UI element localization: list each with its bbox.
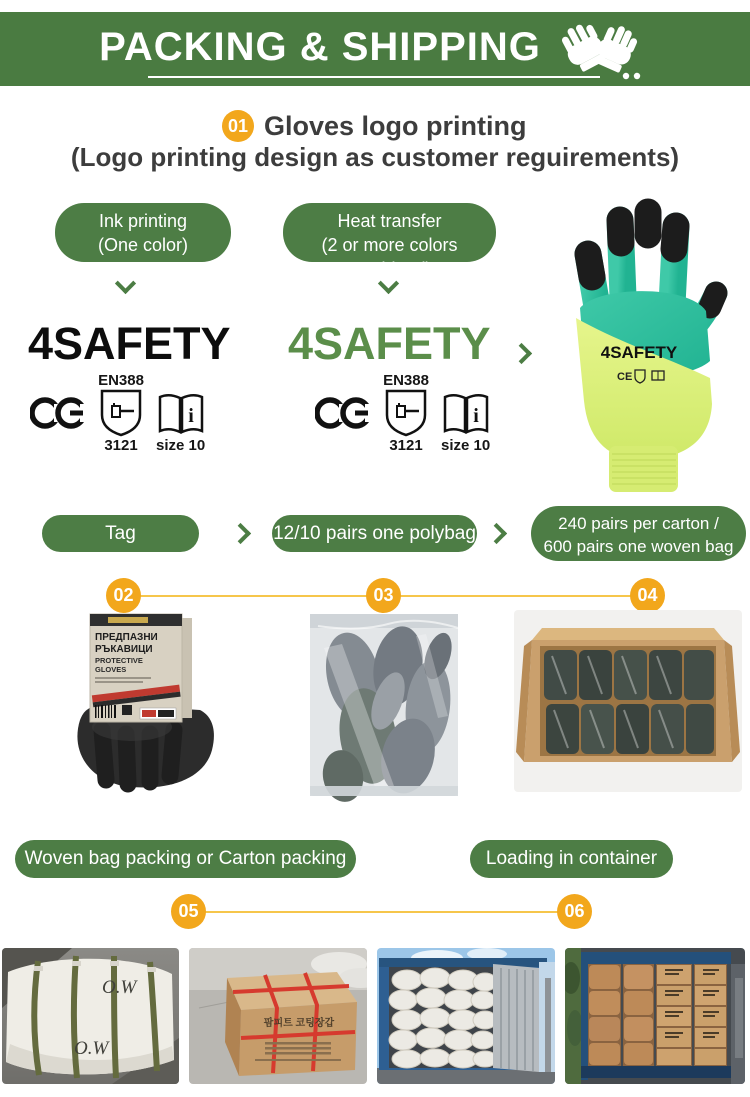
gloves-icon (556, 18, 652, 84)
en388-label: EN388 (98, 372, 144, 389)
flow-pill-woven-carton: Woven bag packing or Carton packing (15, 840, 356, 878)
method-heat-line2: (2 or more colors combined) (321, 234, 458, 279)
en388-column (98, 372, 144, 454)
en388-label: EN388 (383, 372, 429, 389)
tag-text-line3: PROTECTIVE (95, 656, 143, 665)
woven-bale-photo (2, 948, 179, 1084)
certification-block (30, 372, 205, 454)
manual-column (441, 393, 490, 454)
brand-logo-black: 4SAFETY (28, 318, 231, 369)
method-pill-ink-printing (55, 203, 231, 262)
en388-column (383, 372, 429, 454)
method-heat-line1: Heat transfer (337, 211, 442, 231)
en388-rating: 3121 (104, 437, 138, 454)
step-badge-04: 04 (630, 578, 665, 613)
carton-korean-text: 팜피트 코팅장갑 (263, 1018, 335, 1029)
chevron-right-icon (230, 523, 251, 544)
bale-marking-text: O.W (74, 1038, 109, 1059)
en388-rating: 3121 (389, 437, 423, 454)
method-ink-line1: Ink printing (98, 211, 188, 231)
en388-shield-icon (98, 389, 144, 437)
polybag-photo (298, 596, 470, 804)
section-subtitle: (Logo printing design as customer reguirements) (70, 142, 680, 172)
section-title: Gloves logo printing (264, 111, 527, 141)
carton-line2: 600 pairs one woven bag (543, 536, 734, 556)
method-ink-line2: (One color) (97, 234, 189, 255)
ce-mark-icon (315, 392, 371, 434)
ce-mark-icon (30, 392, 86, 434)
tag-text-line1: ПРЕДПАЗНИ (95, 632, 158, 643)
chevron-right-icon (486, 523, 507, 544)
tag-text-line2: РЪКАВИЦИ (95, 644, 153, 655)
title-underline (148, 76, 600, 78)
container-boxes-photo (565, 948, 745, 1084)
banner (0, 12, 750, 86)
size-label: size 10 (441, 437, 491, 454)
certification-block (315, 372, 490, 454)
flow-pill-polybag: 12/10 pairs one polybag (272, 515, 477, 552)
flow-pill-loading: Loading in container (470, 840, 673, 878)
carton-line1: 240 pairs per carton / (558, 514, 719, 533)
flow-pill-tag: Tag (42, 515, 199, 552)
chevron-down-icon (115, 273, 136, 294)
strapped-carton-photo (189, 948, 367, 1084)
instruction-book-icon (442, 393, 490, 437)
carton-bundles-photo (514, 610, 742, 792)
step-badge-01: 01 (222, 110, 254, 142)
glove-brand-print: 4SAFETY (600, 343, 678, 362)
step-badge-03: 03 (366, 578, 401, 613)
instruction-book-icon (157, 393, 205, 437)
chevron-right-icon (511, 343, 532, 364)
manual-column (156, 393, 205, 454)
svg-text:i: i (187, 405, 194, 427)
svg-text:i: i (472, 405, 479, 427)
brand-logo-green: 4SAFETY (288, 318, 491, 369)
timeline-line (188, 911, 574, 913)
bale-marking-text: O.W (102, 977, 137, 998)
method-pill-heat-transfer (283, 203, 496, 279)
glove-product-photo (538, 196, 744, 494)
step-badge-02: 02 (106, 578, 141, 613)
flow-pill-carton (531, 506, 746, 561)
size-label: size 10 (156, 437, 206, 454)
page-title: PACKING & SHIPPING (99, 25, 541, 69)
tagged-glove-photo (62, 612, 230, 796)
tag-text-line4: GLOVES (95, 665, 127, 674)
en388-shield-icon (383, 389, 429, 437)
container-bales-photo (377, 948, 555, 1084)
step-badge-06: 06 (557, 894, 592, 929)
glove-ce-print: CE (617, 371, 633, 383)
step-badge-05: 05 (171, 894, 206, 929)
